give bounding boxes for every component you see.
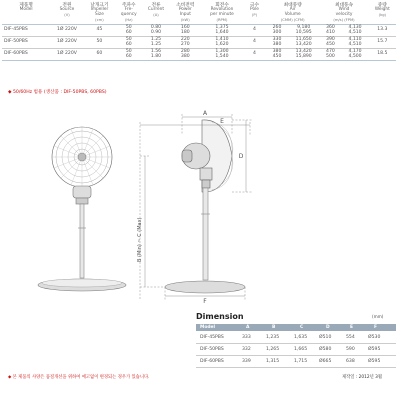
power-cell: 280 380	[180, 48, 190, 60]
pole-cell: 4	[243, 36, 266, 48]
col-size: 날개크기 Impeller Size (cm)	[90, 3, 109, 23]
col-freq: 주파수 Fre- quency (Hz)	[120, 3, 137, 23]
cfm-cell: 9,180 10,595	[295, 24, 312, 36]
model-cell: DIF-60PBS	[2, 48, 50, 60]
dim-c: 1,635	[294, 335, 308, 340]
dim-b: 1,235	[266, 335, 280, 340]
specification-disclaimer: ◆ 본 제품의 사양은 품질개선을 위하여 예고없이 변경되는 경우가 있습니다.	[8, 375, 150, 380]
current-cell: 1.56 1.80	[150, 48, 162, 60]
label-e: E	[220, 118, 224, 125]
cmm-cell: 380 450	[272, 48, 282, 60]
dim-col-f: F	[374, 325, 377, 330]
dim-a: 339	[242, 359, 251, 364]
dimension-lines	[140, 114, 252, 300]
power-cell: 160 180	[180, 24, 190, 36]
model-cell: DIF-50PBS	[2, 36, 50, 48]
dim-c: 1,715	[294, 359, 308, 364]
weight-cell: 13.3	[369, 24, 396, 36]
col-rpm: 회전수 Revolution per minute (RPM)	[210, 3, 234, 23]
dimension-title: Dimension	[196, 312, 244, 321]
col-air-volume: 최대풍량 Air Volume (CMM) (CFM)	[280, 3, 305, 23]
label-b-c: B (Min) ~ C (Max)	[137, 217, 143, 262]
spec-row	[2, 48, 396, 60]
cmm-cell: 260 300	[272, 24, 282, 36]
ms-cell: 470 500	[326, 48, 335, 60]
dim-b: 1,315	[266, 359, 280, 364]
dim-e: 638	[346, 359, 355, 364]
pole-cell: 4	[243, 24, 266, 36]
spec-table	[2, 3, 396, 61]
dim-c: 1,665	[294, 347, 308, 352]
dim-f: Ø595	[368, 347, 381, 352]
front-view-fan	[38, 127, 126, 291]
dimension-row	[196, 344, 396, 356]
dimension-unit: (mm)	[372, 314, 384, 319]
size-cell: 50	[84, 36, 115, 48]
dim-b: 1,265	[266, 347, 280, 352]
spec-row	[2, 36, 396, 48]
dim-col-model: Model	[200, 325, 216, 330]
spec-row	[2, 24, 396, 36]
dim-col-c: C	[300, 325, 304, 330]
cmm-cell: 330 380	[272, 36, 282, 48]
ms-cell: 360 410	[326, 24, 335, 36]
col-current: 전류 Current (A)	[147, 3, 165, 18]
col-power: 소비전력 Power Input (kW)	[176, 3, 195, 23]
dim-d: Ø580	[319, 347, 332, 352]
dim-model: DIF-45PBS	[200, 335, 224, 340]
size-cell: 60	[84, 48, 115, 60]
col-wind-velocity: 최대풍속 Wind velocity (m/s) (FPM)	[333, 3, 355, 23]
weight-cell: 15.7	[369, 36, 396, 48]
fpm-cell: 4,110 4,510	[348, 36, 362, 48]
fpm-cell: 4,170 4,500	[348, 48, 362, 60]
dimension-header	[196, 324, 396, 331]
dim-f: Ø530	[368, 335, 381, 340]
dim-d: Ø665	[319, 359, 332, 364]
dim-model: DIF-60PBS	[200, 359, 224, 364]
dim-col-a: A	[246, 325, 250, 330]
source-cell: 1Ø 220V	[50, 36, 84, 48]
spec-header-row	[2, 3, 396, 24]
dim-e: 554	[346, 335, 355, 340]
dim-a: 332	[242, 347, 251, 352]
cfm-cell: 11,650 13,420	[295, 36, 312, 48]
col-weight: 중량 Weight (kg)	[374, 3, 390, 18]
col-model: 제품명 Model	[19, 3, 33, 13]
size-cell: 45	[84, 24, 115, 36]
fan-dimension-diagram	[0, 96, 400, 308]
dim-col-b: B	[272, 325, 276, 330]
label-a: A	[202, 110, 208, 117]
model-cell: DIF-45PBS	[2, 24, 50, 36]
dimension-row	[196, 332, 396, 344]
dim-col-e: E	[350, 325, 353, 330]
current-cell: 0.80 0.90	[150, 24, 162, 36]
col-source: 전원 Source (V)	[59, 3, 75, 18]
dim-a: 333	[242, 335, 251, 340]
fpm-cell: 4,130 4,510	[348, 24, 362, 36]
freq-cell: 50 60	[125, 36, 132, 48]
dim-model: DIF-50PBS	[200, 347, 224, 352]
ms-cell: 390 450	[326, 36, 335, 48]
dim-col-d: D	[326, 325, 330, 330]
frequency-note: ◆ 50/60Hz 범용 (생산품 : DIF-50PBS, 60PBS)	[8, 90, 107, 95]
dim-d: Ø510	[319, 335, 332, 340]
dimension-row	[196, 356, 396, 368]
current-cell: 1.25 1.25	[150, 36, 162, 48]
col-pole: 극수 Pole (P)	[249, 3, 259, 18]
pole-cell: 4	[243, 48, 266, 60]
power-cell: 220 270	[180, 36, 190, 48]
side-view-fan	[165, 120, 245, 293]
label-d: D	[238, 153, 244, 160]
source-cell: 1Ø 220V	[50, 24, 84, 36]
rpm-cell: 1,375 1,640	[215, 24, 229, 36]
publication-date: 제작일 : 2012년 3월	[342, 375, 382, 380]
dim-e: 590	[346, 347, 355, 352]
freq-cell: 50 60	[125, 24, 132, 36]
source-cell: 1Ø 220V	[50, 48, 84, 60]
rpm-cell: 1,410 1,620	[215, 36, 229, 48]
cfm-cell: 13,420 15,890	[295, 48, 312, 60]
weight-cell: 18.5	[369, 48, 396, 60]
rpm-cell: 1,300 1,540	[215, 48, 229, 60]
label-f: F	[203, 298, 207, 305]
dim-f: Ø595	[368, 359, 381, 364]
freq-cell: 50 60	[125, 48, 132, 60]
